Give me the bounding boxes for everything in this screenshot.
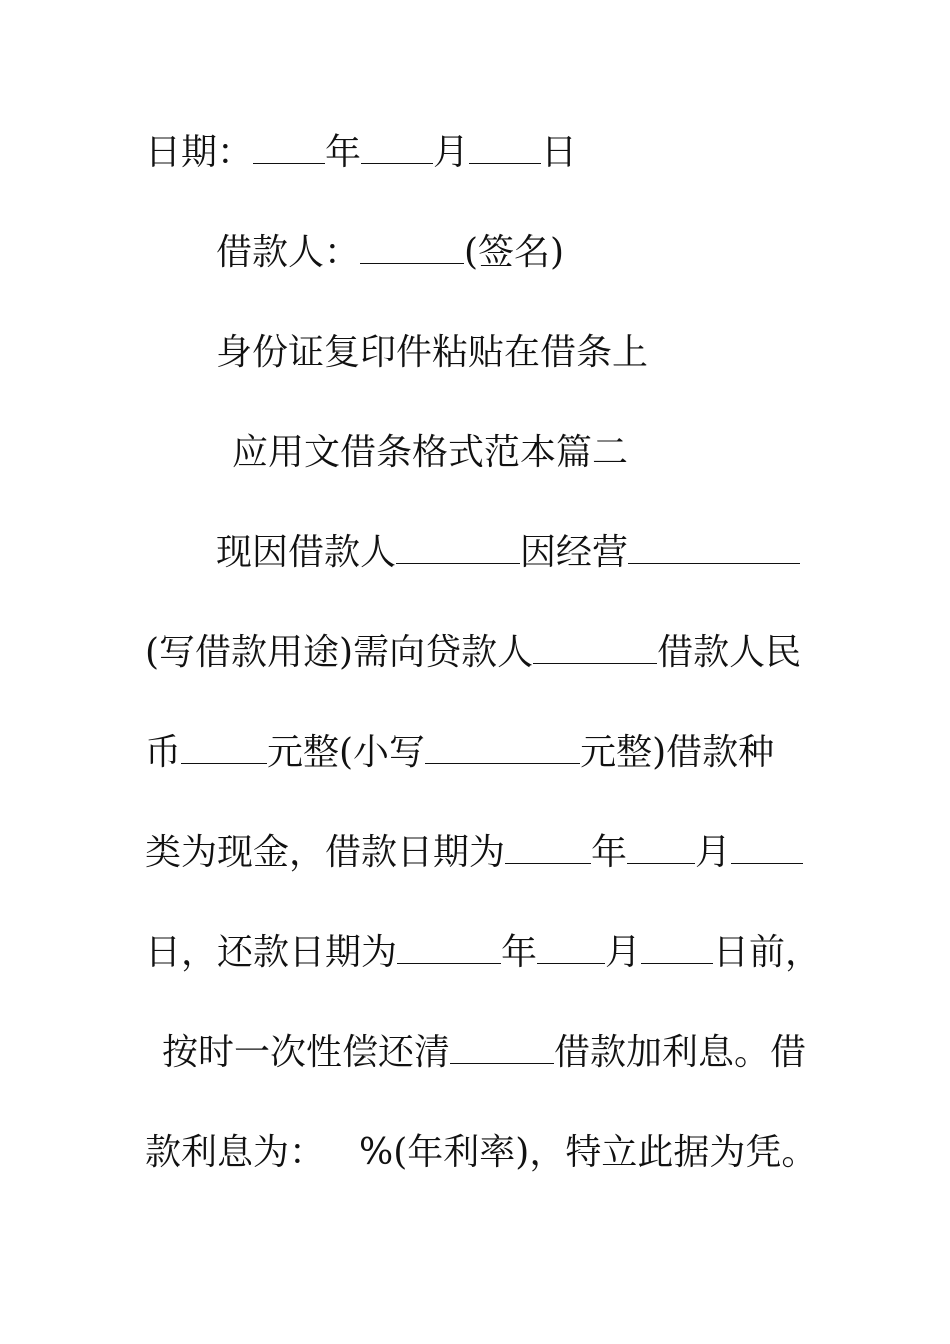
amount-lowercase-blank	[425, 733, 580, 764]
text-segment: %(年利率)，特立此据为凭。	[359, 1132, 818, 1173]
loan-day-blank	[731, 833, 803, 864]
borrower-blank	[396, 533, 520, 564]
borrower-name-blank	[360, 233, 464, 264]
text-segment: 年	[591, 832, 628, 873]
id-copy-text: 身份证复印件粘贴在借条上	[216, 332, 649, 373]
body-line-5	[145, 933, 825, 973]
month-blank	[361, 133, 433, 164]
text-segment: 币	[145, 732, 182, 773]
body-line-6	[162, 1033, 842, 1073]
text-segment: 元整)借款种	[580, 732, 775, 773]
year-label: 年	[325, 132, 362, 173]
text-segment: 现因借款人	[216, 532, 397, 573]
text-segment: 按时一次性偿还清	[162, 1032, 451, 1073]
text-segment: 月	[605, 932, 642, 973]
id-copy-note	[216, 333, 896, 373]
loan-year-blank	[505, 833, 591, 864]
signature-note: (签名)	[464, 232, 565, 273]
purpose-blank	[628, 533, 800, 564]
borrower-label: 借款人：	[216, 232, 361, 273]
text-segment: (写借款用途)需向贷款人	[145, 632, 534, 673]
repay-day-blank	[641, 933, 713, 964]
body-line-2	[145, 633, 825, 673]
month-label: 月	[433, 132, 470, 173]
day-blank	[469, 133, 541, 164]
repay-month-blank	[537, 933, 605, 964]
borrower-signature-line	[216, 233, 896, 273]
lender-blank	[533, 633, 657, 664]
repay-amount-blank	[450, 1033, 554, 1064]
date-label: 日期：	[145, 132, 254, 173]
text-segment: 日前，	[713, 932, 822, 973]
text-segment: 借款人民	[657, 632, 802, 673]
text-segment: 日，还款日期为	[145, 932, 398, 973]
day-label: 日	[541, 132, 578, 173]
text-segment: 因经营	[520, 532, 629, 573]
text-segment: 款利息为：	[145, 1132, 326, 1173]
body-line-7	[145, 1133, 825, 1173]
text-segment: 借款加利息。借	[554, 1032, 807, 1073]
section-heading	[232, 433, 912, 473]
text-segment: 月	[695, 832, 732, 873]
text-segment: 类为现金，借款日期为	[145, 832, 506, 873]
text-segment: 元整(小写	[267, 732, 426, 773]
text-segment: 年	[501, 932, 538, 973]
repay-year-blank	[397, 933, 501, 964]
body-line-1	[216, 533, 896, 573]
section-title: 应用文借条格式范本篇二	[232, 432, 629, 473]
body-line-4	[145, 833, 825, 873]
date-line	[145, 133, 825, 173]
year-blank	[253, 133, 325, 164]
body-line-3	[145, 733, 825, 773]
loan-month-blank	[627, 833, 695, 864]
amount-blank	[181, 733, 267, 764]
